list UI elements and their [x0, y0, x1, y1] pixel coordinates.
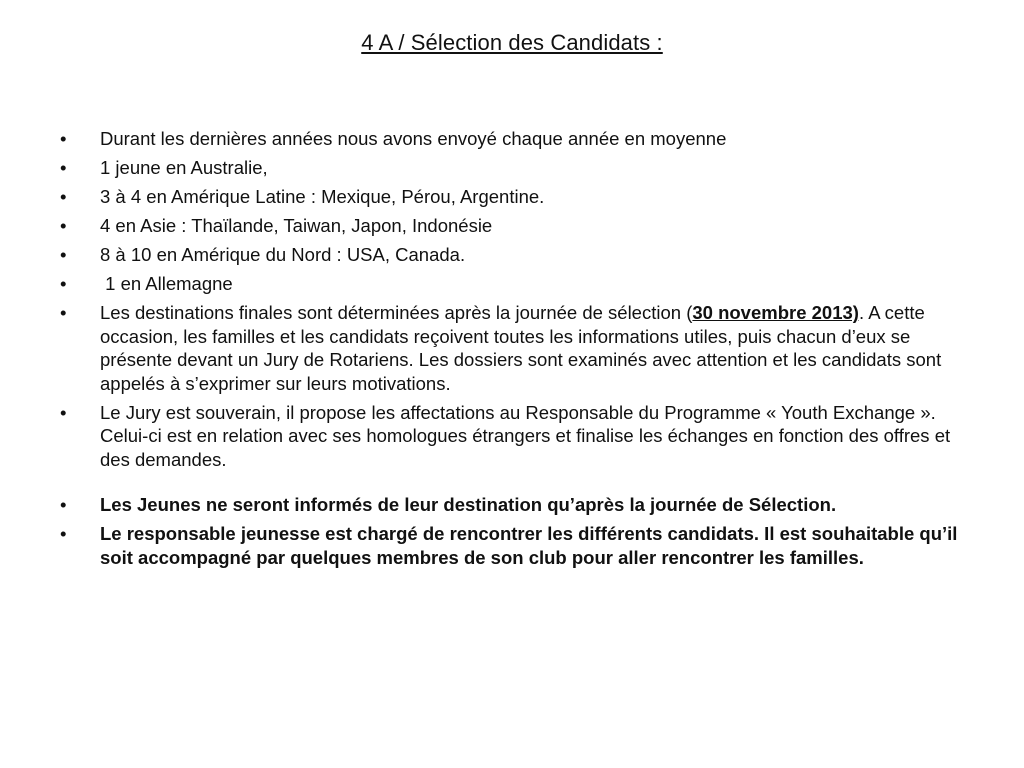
bullet-item-australia [56, 156, 966, 180]
bullet-item-youth-officer [56, 522, 966, 569]
slide-title: 4 A / Sélection des Candidats : [361, 30, 663, 55]
bullet-text-intro: Les destinations finales sont déterminées après la journée de sélection ( [100, 302, 693, 323]
bullet-icon: • [60, 494, 67, 515]
bullet-item-latin-america [56, 185, 966, 209]
bullet-item-north-america [56, 243, 966, 267]
bullet-item-average [56, 127, 966, 151]
bullet-text: 1 en Allemagne [100, 273, 233, 294]
bullet-icon: • [60, 186, 67, 207]
bullet-text: Durant les dernières années nous avons envoyé chaque année en moyenne [100, 128, 727, 149]
bullet-icon: • [60, 215, 67, 236]
bullet-list [56, 127, 966, 575]
bullet-icon: • [60, 523, 67, 544]
bullet-text: Les Jeunes ne seront informés de leur destination qu’après la journée de Sélection. [100, 494, 837, 515]
selection-date: 30 novembre 2013) [692, 302, 859, 323]
bullet-icon: • [60, 401, 67, 423]
bullet-item-asia [56, 214, 966, 238]
bullet-item-notification [56, 493, 966, 517]
bullet-text: 8 à 10 en Amérique du Nord : USA, Canada. [100, 244, 466, 265]
bullet-item-selection-day [56, 301, 966, 395]
bullet-text: 3 à 4 en Amérique Latine : Mexique, Pérou, Argentine. [100, 186, 545, 207]
bullet-item-jury [56, 401, 966, 472]
bullet-text: Le responsable jeunesse est chargé de rencontrer les différents candidats. Il est souhaitable qu’il soit accompagné par quelques membres de son club pour aller rencontrer les familles. [100, 523, 958, 568]
bullet-icon: • [60, 128, 67, 149]
bullet-text: Le Jury est souverain, il propose les affectations au Responsable du Programme « Youth Exchange ». Celui-ci est en relation avec ses homologues étrangers et finalise les échanges en fonction des offres et des demandes. [100, 401, 951, 470]
bullet-text: 1 jeune en Australie, [100, 157, 268, 178]
bullet-icon: • [60, 273, 67, 294]
bullet-item-germany [56, 272, 966, 296]
bullet-icon: • [60, 244, 67, 265]
bullet-text-rest: . A cette occasion, les familles et les candidats reçoivent toutes les informations utiles, puis chacun d’eux se présente devant un Jury de Rotariens. Les dossiers sont examinés avec attention et les candidats sont appelés à s’exprimer sur leurs motivations. [100, 302, 942, 394]
bullet-icon: • [60, 302, 67, 323]
bullet-text: 4 en Asie : Thaïlande, Taiwan, Japon, Indonésie [100, 215, 493, 236]
bullet-icon: • [60, 157, 67, 178]
